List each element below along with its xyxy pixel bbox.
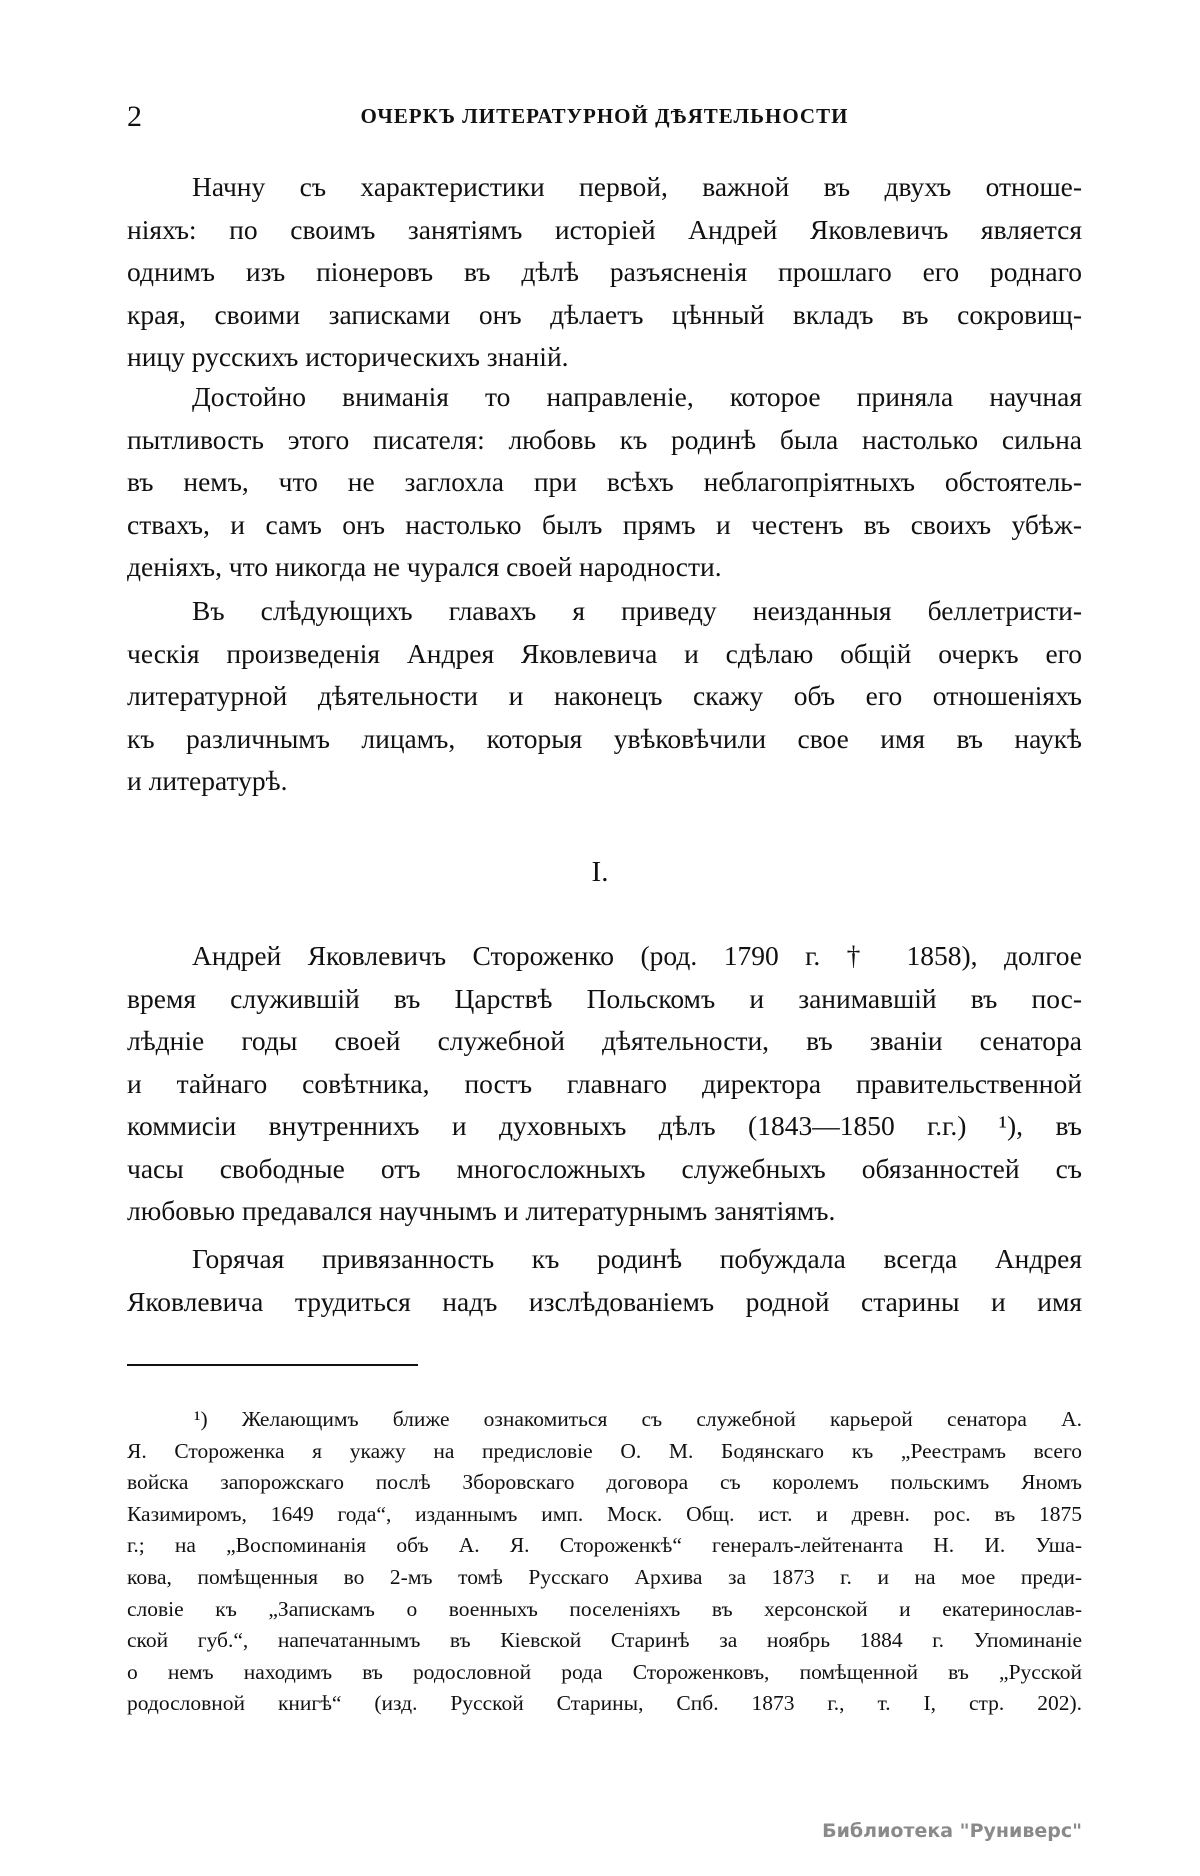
chapter-heading: I. <box>591 856 609 888</box>
text-line: о немъ находимъ въ родословной рода Стороженковъ, помѣщенной въ „Русской <box>127 1659 1082 1684</box>
paragraph-2 <box>127 376 1082 589</box>
text-line: любовью предавался научнымъ и литературнымъ занятіямъ. <box>127 1195 836 1226</box>
text-line: однимъ изъ піонеровъ въ дѣлѣ разъясненія прошлаго его роднаго <box>127 256 1082 287</box>
paragraph-4 <box>127 935 1082 1233</box>
text-line: коммисіи внутреннихъ и духовныхъ дѣлъ (1843—1850 г.г.) ¹), въ <box>127 1110 1082 1141</box>
text-line: лѣдніе годы своей служебной дѣятельности, въ званіи сенатора <box>127 1025 1082 1056</box>
paragraph-5 <box>127 1238 1082 1323</box>
text-line: родословной книгѣ“ (изд. Русской Старины, Спб. 1873 г., т. I, стр. 202). <box>127 1691 1082 1716</box>
text-line: словіе къ „Запискамъ о военныхъ поселеніяхъ въ херсонской и екатеринослав- <box>127 1596 1082 1621</box>
text-line: войска запорожскаго послѣ Зборовскаго договора съ королемъ польскимъ Яномъ <box>127 1470 1082 1495</box>
text-line: литературной дѣятельности и наконецъ скажу объ его отношеніяхъ <box>127 680 1082 711</box>
text-line: деніяхъ, что никогда не чурался своей народности. <box>127 551 722 582</box>
text-line: Начну съ характеристики первой, важной въ двухъ отноше- <box>192 171 1082 202</box>
text-line: къ различнымъ лицамъ, которыя увѣковѣчили свое имя въ наукѣ <box>127 722 1082 754</box>
page-number: 2 <box>127 100 142 133</box>
text-line: Андрей Яковлевичъ Стороженко (род. 1790 г. † 1858), долгое <box>192 940 1082 971</box>
text-line: ской губ.“, напечатаннымъ въ Кіевской Старинѣ за ноябрь 1884 г. Упоминаніе <box>127 1628 1082 1653</box>
text-line: края, своими записками онъ дѣлаетъ цѣнный вкладъ въ сокровищ- <box>127 298 1082 330</box>
running-title: ОЧЕРКЪ ЛИТЕРАТУРНОЙ ДѢЯТЕЛЬНОСТИ <box>360 104 849 128</box>
text-line: ческія произведенія Андрея Яковлевича и сдѣлаю общій очеркъ его <box>127 637 1082 669</box>
text-line: кова, помѣщенныя во 2-мъ томѣ Русскаго Архива за 1873 г. и на мое преди- <box>127 1564 1082 1589</box>
page-header <box>127 100 1082 136</box>
text-line: ствахъ, и самъ онъ настолько былъ прямъ и честенъ въ своихъ убѣж- <box>127 508 1082 540</box>
text-line: Достойно вниманія то направленіе, которое приняла научная <box>192 381 1082 412</box>
text-line: ¹) Желающимъ ближе ознакомиться съ служебной карьерой сенатора А. <box>194 1407 1082 1431</box>
footnote-separator <box>127 1364 418 1366</box>
text-line: въ немъ, что не заглохла при всѣхъ неблагопріятныхъ обстоятель- <box>127 466 1082 497</box>
text-line: и литературѣ. <box>127 765 288 796</box>
text-line: ницу русскихъ историческихъ знаній. <box>127 341 569 372</box>
text-line: Горячая привязанность къ родинѣ побуждала всегда Андрея <box>192 1243 1082 1274</box>
text-line: г.; на „Воспоминанія объ А. Я. Стороженкѣ“ генералъ-лейтенанта Н. И. Ушa- <box>127 1533 1082 1558</box>
text-line: часы свободные отъ многосложныхъ служебныхъ обязанностей съ <box>127 1152 1082 1184</box>
text-line: время служившій въ Царствѣ Польскомъ и занимавшій въ пос- <box>127 982 1082 1014</box>
text-line: ніяхъ: по своимъ занятіямъ исторіей Андрей Яковлевичъ является <box>127 213 1082 245</box>
footnote <box>127 1404 1082 1716</box>
paragraph-1 <box>127 166 1082 379</box>
text-line: пытливость этого писателя: любовь къ родинѣ была настолько сильна <box>127 423 1082 455</box>
library-watermark: Библиотека "Руниверс" <box>822 1820 1082 1842</box>
text-line: Яковлевича трудиться надъ изслѣдованіемъ родной старины и имя <box>127 1285 1082 1317</box>
text-line: и тайнаго совѣтника, постъ главнаго директора правительственной <box>127 1067 1082 1099</box>
text-line: Въ слѣдующихъ главахъ я приведу неизданныя беллетристи- <box>192 595 1082 626</box>
text-line: Я. Стороженка я укажу на предисловіе О. М. Бодянскаго къ „Реестрамъ всего <box>127 1438 1082 1463</box>
text-line: Казимиромъ, 1649 года“, изданнымъ имп. Моск. Общ. ист. и древн. рос. въ 1875 <box>127 1501 1082 1526</box>
paragraph-3 <box>127 590 1082 803</box>
